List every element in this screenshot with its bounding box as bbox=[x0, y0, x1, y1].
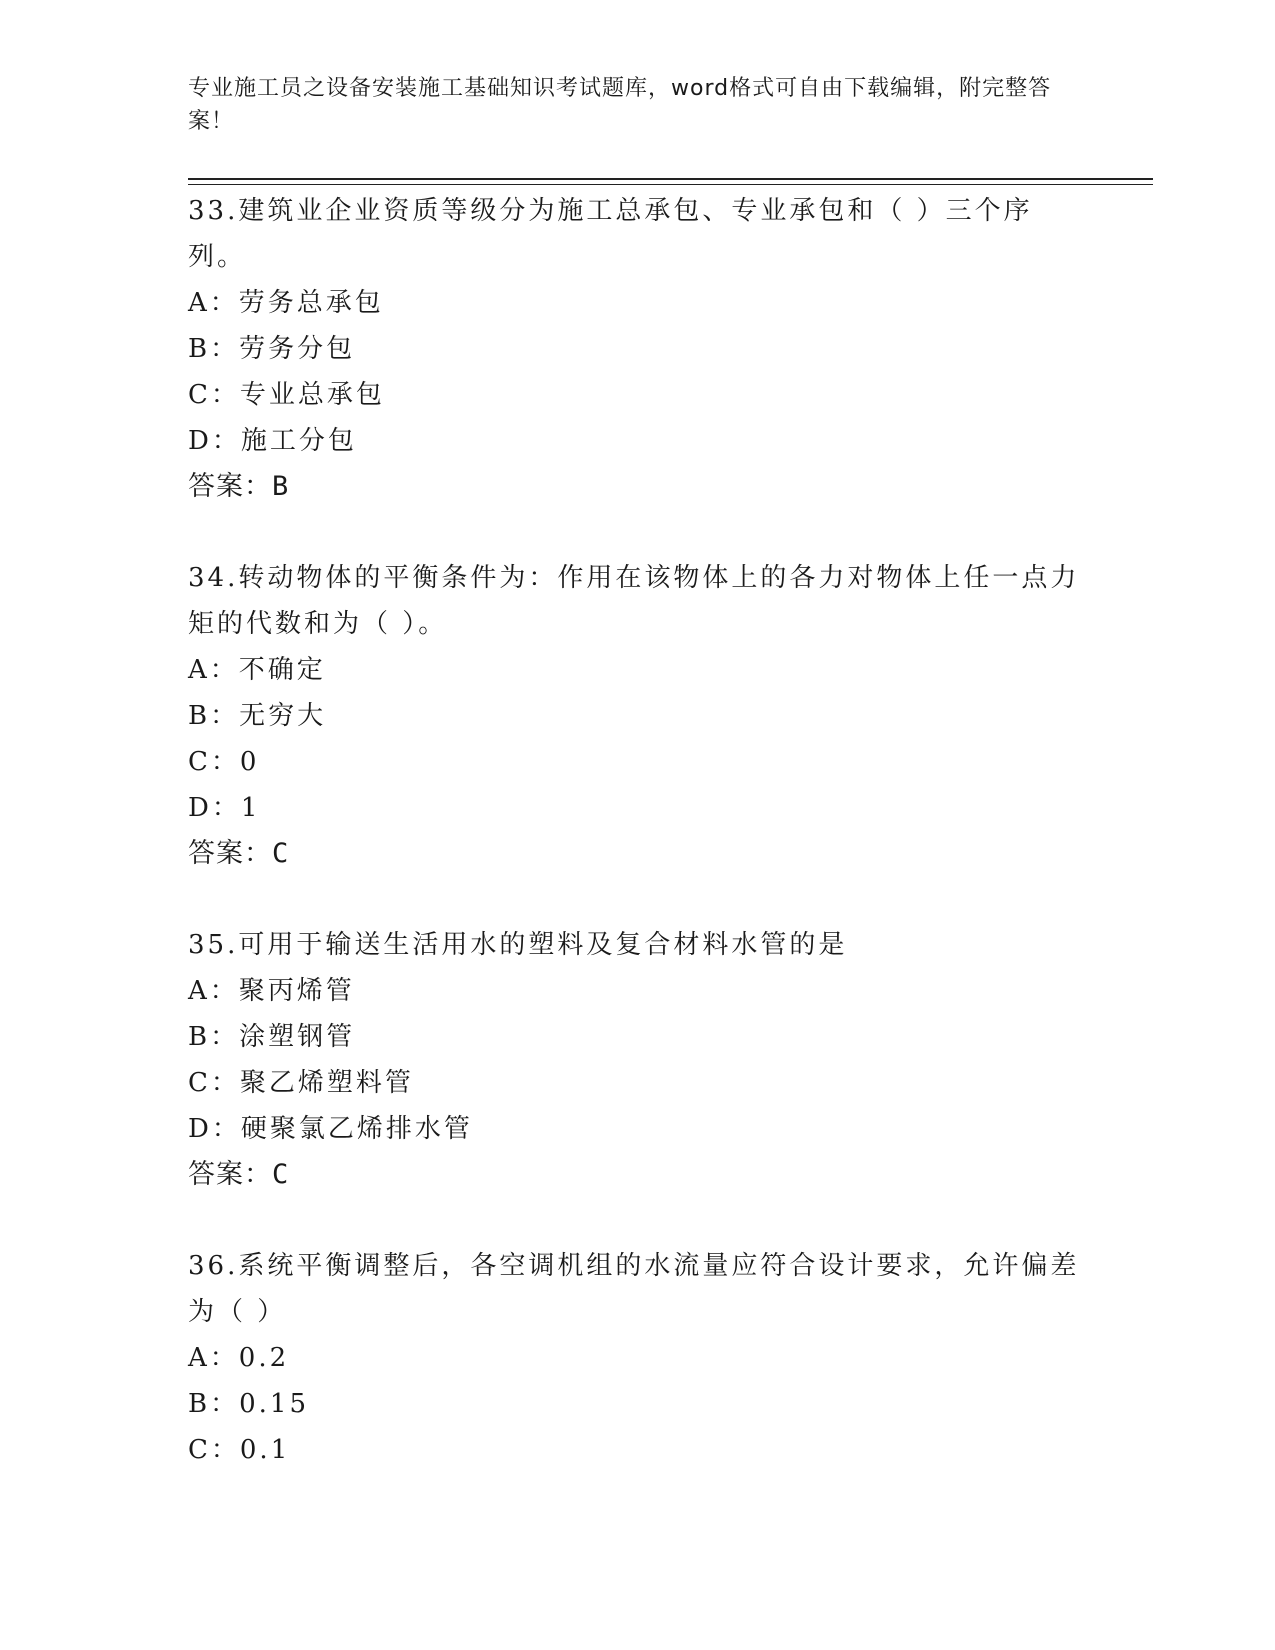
question-36 bbox=[188, 1243, 1088, 1473]
option-c: C：0 bbox=[188, 747, 260, 777]
answer-label: 答案： bbox=[188, 1159, 272, 1190]
header-rule-thin bbox=[188, 184, 1153, 185]
document-header: 专业施工员之设备安装施工基础知识考试题库，word格式可自由下载编辑，附完整答案！ bbox=[188, 76, 1052, 134]
question-34 bbox=[188, 555, 1088, 877]
question-text: 35.可用于输送生活用水的塑料及复合材料水管的是 bbox=[188, 930, 848, 960]
option-c: C：专业总承包 bbox=[188, 380, 385, 410]
question-text: 33.建筑业企业资质等级分为施工总承包、专业承包和（ ）三个序列。 bbox=[188, 196, 1033, 272]
answer-label: 答案： bbox=[188, 838, 272, 869]
header-rule-thick bbox=[188, 178, 1153, 180]
option-a: A：0.2 bbox=[188, 1343, 290, 1373]
answer-label: 答案： bbox=[188, 471, 272, 502]
option-b: B：0.15 bbox=[188, 1389, 309, 1419]
option-d: D：施工分包 bbox=[188, 426, 357, 456]
option-d: D：1 bbox=[188, 793, 261, 823]
answer-line bbox=[188, 831, 1088, 877]
option-d: D：硬聚氯乙烯排水管 bbox=[188, 1114, 473, 1144]
question-33 bbox=[188, 188, 1088, 510]
answer-value: C bbox=[272, 1159, 290, 1190]
option-a: A：不确定 bbox=[188, 655, 326, 685]
option-b: B：无穷大 bbox=[188, 701, 327, 731]
answer-line bbox=[188, 1152, 1088, 1198]
question-text: 36.系统平衡调整后，各空调机组的水流量应符合设计要求，允许偏差为（ ） bbox=[188, 1251, 1080, 1327]
answer-value: C bbox=[272, 838, 290, 869]
option-a: A：劳务总承包 bbox=[188, 288, 384, 318]
option-c: C：0.1 bbox=[188, 1435, 291, 1465]
question-list bbox=[188, 188, 1088, 1518]
option-b: B：涂塑钢管 bbox=[188, 1022, 356, 1052]
option-c: C：聚乙烯塑料管 bbox=[188, 1068, 414, 1098]
answer-line bbox=[188, 464, 1088, 510]
question-35 bbox=[188, 922, 1088, 1198]
question-text: 34.转动物体的平衡条件为：作用在该物体上的各力对物体上任一点力矩的代数和为（ ）。 bbox=[188, 563, 1080, 639]
option-b: B：劳务分包 bbox=[188, 334, 356, 364]
answer-value: B bbox=[272, 471, 290, 502]
option-a: A：聚丙烯管 bbox=[188, 976, 355, 1006]
